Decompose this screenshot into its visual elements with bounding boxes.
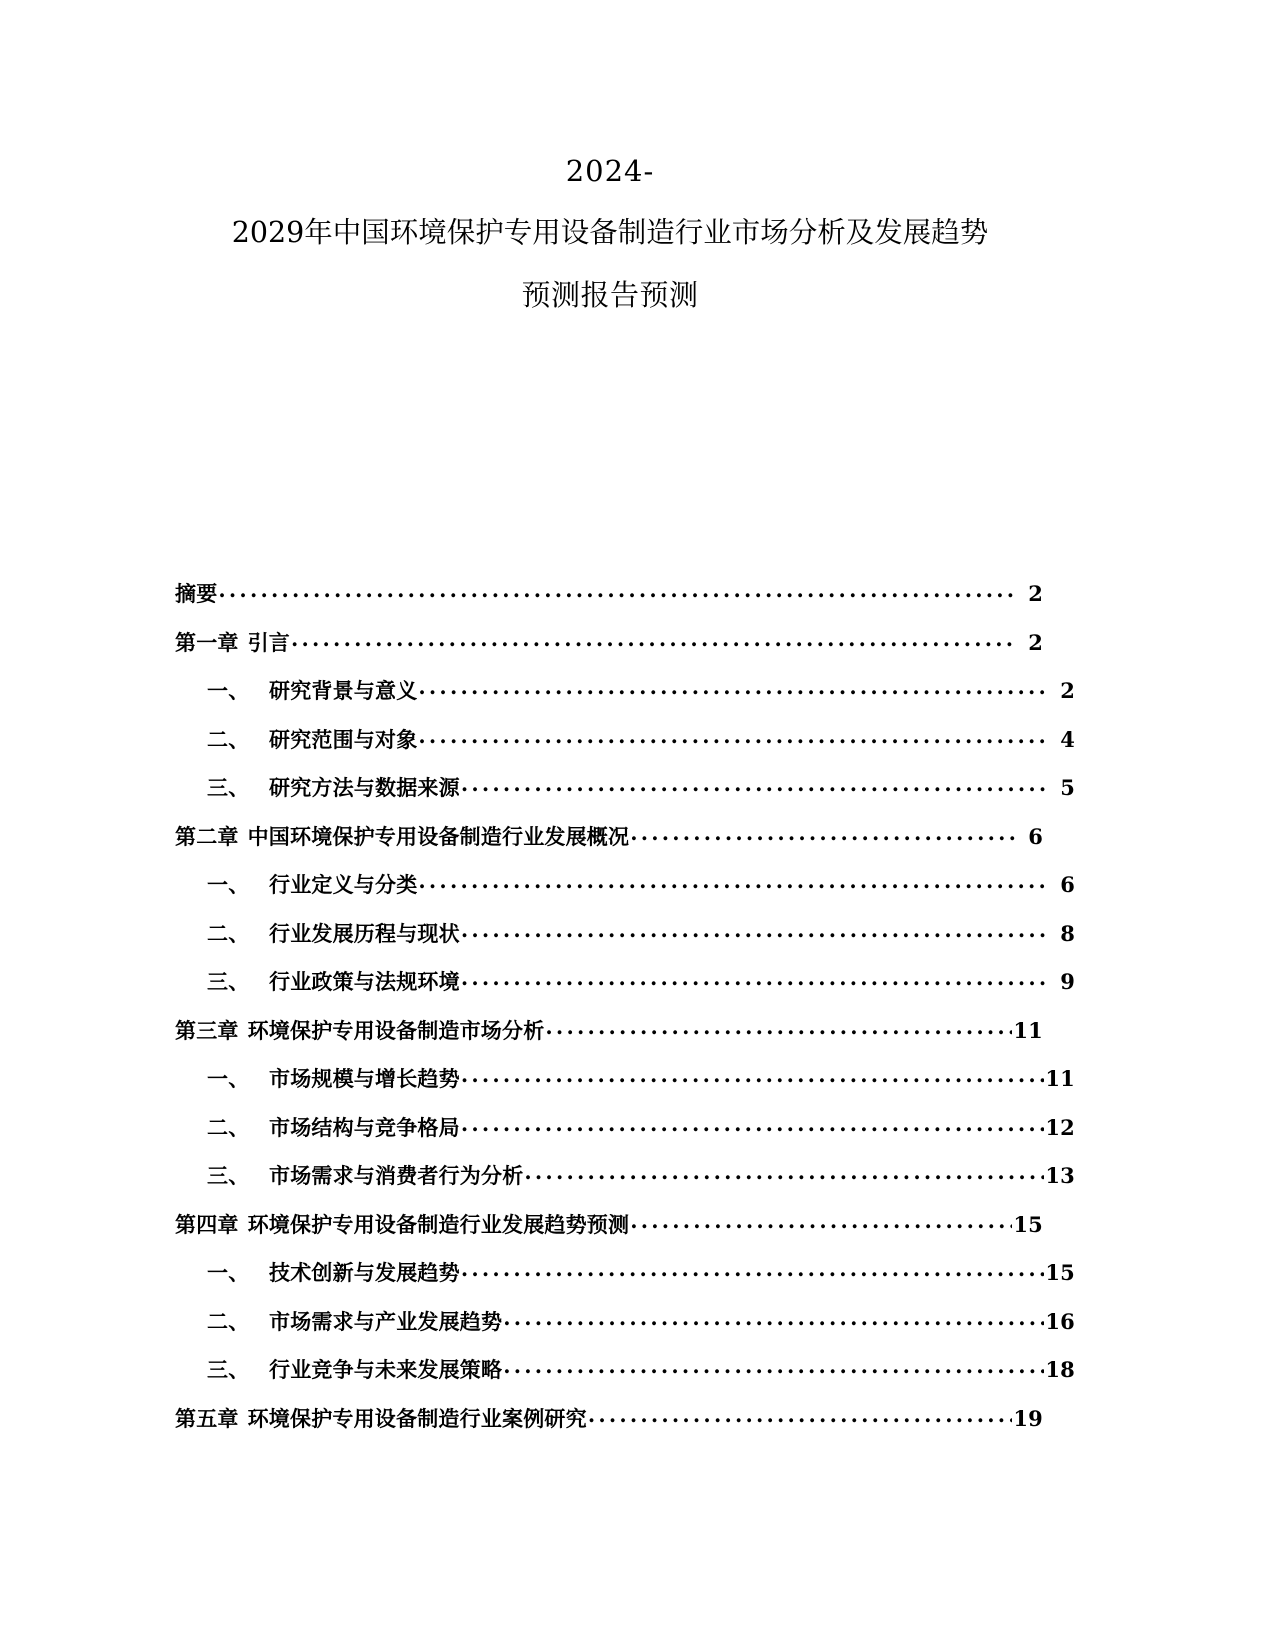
toc-leader-dots [461, 775, 1050, 795]
toc-item-number: 一、 [207, 1260, 250, 1285]
toc-page-number: 11 [1045, 1066, 1075, 1091]
toc-entry[interactable] [175, 824, 1043, 848]
table-of-contents [175, 581, 1075, 1431]
toc-page-number: 12 [1045, 1114, 1075, 1140]
toc-entry[interactable] [175, 581, 1043, 605]
toc-entry[interactable] [175, 1406, 1043, 1430]
page-content [175, 0, 1075, 1454]
toc-entry[interactable] [175, 1357, 1075, 1381]
toc-page-number: 15 [1013, 1211, 1043, 1237]
toc-page-number: 6 [1028, 823, 1043, 849]
toc-page-number: 2 [1028, 581, 1043, 606]
toc-item-number: 一、 [207, 678, 250, 703]
toc-entry-label: 市场需求与产业发展趋势 [269, 1308, 503, 1334]
toc-page-number: 9 [1060, 969, 1075, 994]
toc-entry-label: 行业定义与分类 [269, 872, 418, 897]
toc-item-number: 三、 [207, 1357, 250, 1382]
toc-entry-label: 中国环境保护专用设备制造行业发展概况 [247, 823, 630, 849]
toc-leader-dots [461, 921, 1050, 941]
toc-entry-label: 摘要 [175, 581, 218, 606]
title-line-1: 2024- [565, 154, 655, 188]
toc-item-number: 三、 [207, 1163, 250, 1188]
toc-leader-dots [630, 1212, 1012, 1232]
toc-entry[interactable] [175, 1212, 1043, 1236]
toc-entry[interactable] [175, 775, 1075, 799]
toc-chapter-prefix: 第五章 [175, 1405, 239, 1431]
toc-entry-label: 技术创新与发展趋势 [269, 1260, 460, 1285]
toc-page-number: 19 [1013, 1405, 1043, 1431]
toc-entry-label: 环境保护专用设备制造市场分析 [247, 1017, 545, 1043]
toc-chapter-prefix: 第二章 [175, 823, 239, 849]
toc-entry-label: 研究背景与意义 [269, 678, 418, 703]
toc-entry[interactable] [175, 1115, 1075, 1139]
toc-leader-dots [418, 678, 1050, 698]
toc-chapter-prefix: 第四章 [175, 1211, 239, 1237]
toc-entry[interactable] [175, 1309, 1075, 1333]
toc-entry-label: 研究方法与数据来源 [269, 775, 460, 800]
toc-entry-label: 市场需求与消费者行为分析 [269, 1163, 524, 1188]
toc-item-number: 三、 [207, 775, 250, 800]
toc-leader-dots [461, 969, 1050, 989]
toc-leader-dots [461, 1115, 1045, 1135]
toc-entry[interactable] [175, 921, 1075, 945]
toc-entry[interactable] [175, 1260, 1075, 1284]
toc-item-number: 三、 [207, 969, 250, 994]
toc-leader-dots [630, 824, 1018, 844]
title-line-3: 预测报告预测 [521, 278, 699, 312]
toc-entry-label: 行业发展历程与现状 [269, 920, 460, 946]
toc-chapter-prefix: 第一章 [175, 629, 239, 655]
toc-entry[interactable] [175, 969, 1075, 993]
toc-entry-label: 市场结构与竞争格局 [269, 1114, 460, 1140]
toc-page-number: 8 [1060, 920, 1075, 946]
toc-entry-label: 环境保护专用设备制造行业发展趋势预测 [247, 1211, 630, 1237]
toc-leader-dots [545, 1018, 1012, 1038]
toc-item-number: 二、 [207, 1308, 250, 1334]
toc-leader-dots [218, 581, 1018, 601]
toc-entry-label: 市场规模与增长趋势 [269, 1066, 460, 1091]
toc-entry[interactable] [175, 1163, 1075, 1187]
toc-leader-dots [461, 1066, 1045, 1086]
toc-page-number: 11 [1013, 1017, 1043, 1043]
toc-item-number: 二、 [207, 726, 250, 752]
toc-entry[interactable] [175, 1018, 1043, 1042]
toc-page-number: 13 [1045, 1163, 1075, 1188]
toc-entry[interactable] [175, 630, 1043, 654]
toc-page-number: 6 [1060, 872, 1075, 897]
toc-leader-dots [588, 1406, 1013, 1426]
toc-item-number: 一、 [207, 1066, 250, 1091]
toc-entry-label: 环境保护专用设备制造行业案例研究 [247, 1405, 587, 1431]
toc-leader-dots [418, 872, 1050, 892]
toc-entry[interactable] [175, 678, 1075, 702]
toc-leader-dots [418, 727, 1050, 747]
toc-page-number: 18 [1045, 1357, 1075, 1382]
toc-leader-dots [503, 1357, 1044, 1377]
toc-page-number: 16 [1045, 1308, 1075, 1334]
toc-item-number: 一、 [207, 872, 250, 897]
toc-page-number: 15 [1045, 1260, 1075, 1285]
document-title [175, 0, 1045, 326]
toc-leader-dots [461, 1260, 1045, 1280]
toc-entry[interactable] [175, 727, 1075, 751]
toc-page-number: 5 [1060, 775, 1075, 800]
toc-entry-label: 引言 [247, 629, 291, 655]
toc-entry[interactable] [175, 1066, 1075, 1090]
toc-item-number: 二、 [207, 1114, 250, 1140]
toc-page-number: 2 [1060, 678, 1075, 703]
title-line-2: 2029年中国环境保护专用设备制造行业市场分析及发展趋势 [231, 216, 989, 249]
toc-entry-label: 行业竞争与未来发展策略 [269, 1357, 503, 1382]
toc-chapter-prefix: 第三章 [175, 1017, 239, 1043]
toc-page-number: 4 [1060, 726, 1075, 752]
toc-leader-dots [291, 630, 1018, 650]
toc-page-number: 2 [1028, 629, 1043, 655]
toc-entry-label: 行业政策与法规环境 [269, 969, 460, 994]
toc-item-number: 二、 [207, 920, 250, 946]
toc-leader-dots [524, 1163, 1044, 1183]
toc-leader-dots [503, 1309, 1044, 1329]
toc-entry[interactable] [175, 872, 1075, 896]
toc-entry-label: 研究范围与对象 [269, 726, 418, 752]
